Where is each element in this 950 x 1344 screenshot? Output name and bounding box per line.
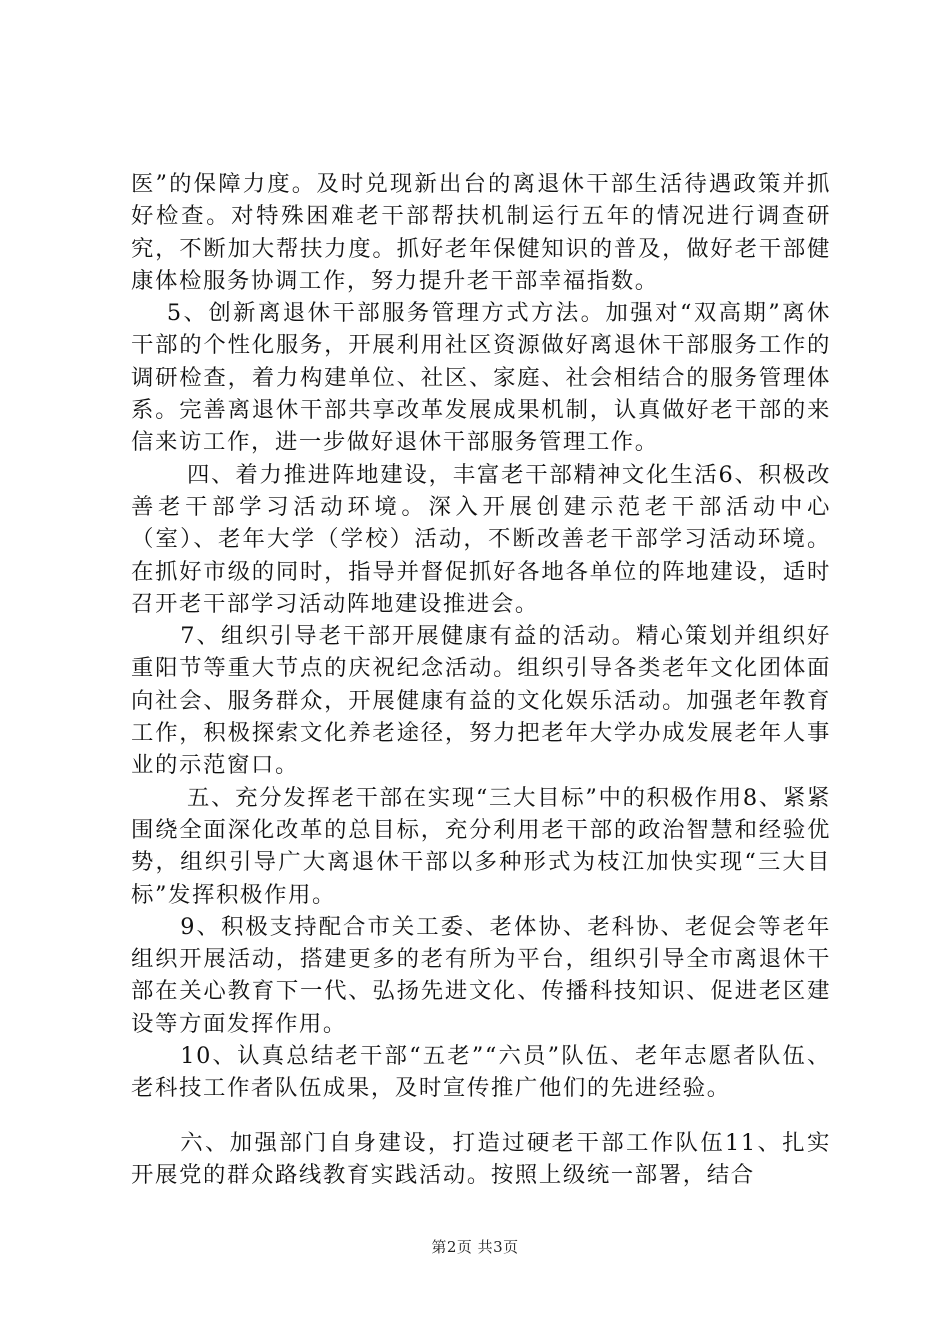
document-body [131, 168, 831, 1191]
paragraph-section-4: 四、着力推进阵地建设，丰富老干部精神文化生活6、积极改善老干部学习活动环境。深入开展创建示范老干部活动中心（室）、老年大学（学校）活动，不断改善老干部学习活动环境。在抓好市级的同时，指导并督促抓好各地各单位的阵地建设，适时召开老干部学习活动阵地建设推进会。 [131, 461, 831, 617]
page-number-footer: 第2页 共3页 [431, 1238, 519, 1256]
paragraph-gap [131, 1105, 831, 1127]
paragraph-continuation: 医”的保障力度。及时兑现新出台的离退休干部生活待遇政策并抓好检查。对特殊困难老干部帮扶机制运行五年的情况进行调查研究，不断加大帮扶力度。抓好老年保健知识的普及，做好老干部健康体检服务协调工作，努力提升老干部幸福指数。 [131, 171, 831, 294]
paragraph-item-5: 5、创新离退休干部服务管理方式方法。加强对“双高期”离休干部的个性化服务，开展利用社区资源做好离退休干部服务工作的调研检查，着力构建单位、社区、家庭、社会相结合的服务管理体系。完善离退休干部共享改革发展成果机制，认真做好老干部的来信来访工作，进一步做好退休干部服务管理工作。 [131, 300, 831, 456]
paragraph-item-9: 9、积极支持配合市关工委、老体协、老科协、老促会等老年组织开展活动，搭建更多的老有所为平台，组织引导全市离退休干部在关心教育下一代、弘扬先进文化、传播科技知识、促进老区建设等方面发挥作用。 [131, 913, 831, 1037]
paragraph-section-5: 五、充分发挥老干部在实现“三大目标”中的积极作用8、紧紧围绕全面深化改革的总目标，充分利用老干部的政治智慧和经验优势，组织引导广大离退休干部以多种形式为枝江加快实现“三大目标”发挥积极作用。 [131, 784, 831, 908]
paragraph-section-6: 六、加强部门自身建设，打造过硬老干部工作队伍11、扎实开展党的群众路线教育实践活动。按照上级统一部署，结合 [131, 1129, 831, 1188]
paragraph-item-10: 10、认真总结老干部“五老”“六员”队伍、老年志愿者队伍、老科技工作者队伍成果，及时宣传推广他们的先进经验。 [131, 1043, 831, 1102]
paragraph-item-7: 7、组织引导老干部开展健康有益的活动。精心策划并组织好重阳节等重大节点的庆祝纪念活动。组织引导各类老年文化团体面向社会、服务群众，开展健康有益的文化娱乐活动。加强老年教育工作，积极探索文化养老途径，努力把老年大学办成发展老年人事业的示范窗口。 [131, 623, 831, 779]
